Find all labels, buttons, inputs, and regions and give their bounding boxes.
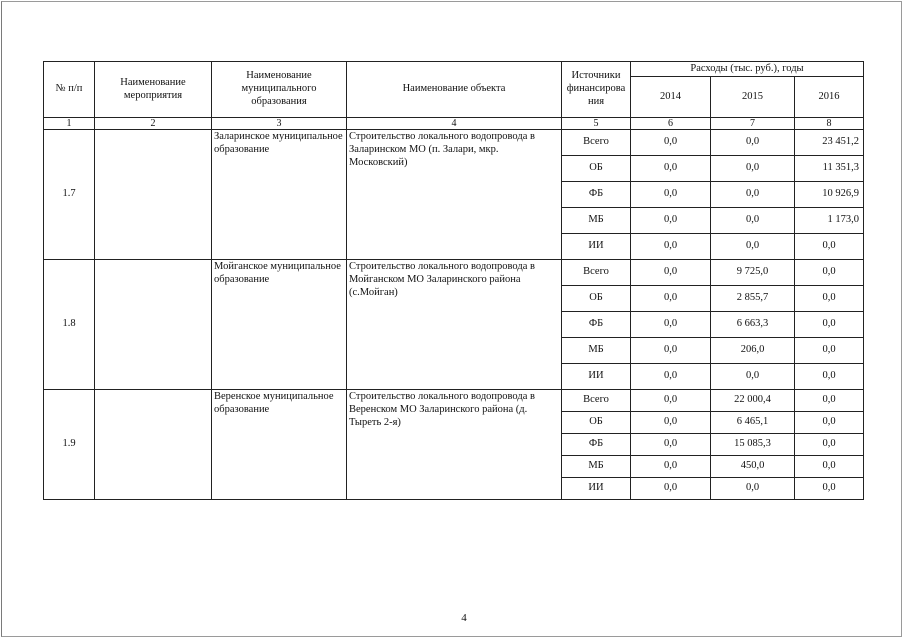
value-2014: 0,0 — [631, 208, 711, 234]
funding-source: ИИ — [562, 478, 631, 500]
value-2015: 2 855,7 — [711, 286, 795, 312]
value-2015: 0,0 — [711, 182, 795, 208]
row-group-1-9 — [44, 390, 864, 500]
row-number: 1.7 — [44, 130, 95, 260]
funding-source: ОБ — [562, 286, 631, 312]
funding-source: ФБ — [562, 312, 631, 338]
funding-source: Всего — [562, 260, 631, 286]
value-2016: 0,0 — [795, 456, 864, 478]
header-year: 2015 — [711, 77, 795, 118]
value-2015: 450,0 — [711, 456, 795, 478]
table-header — [44, 62, 864, 130]
value-2014: 0,0 — [631, 338, 711, 364]
value-2014: 0,0 — [631, 312, 711, 338]
funding-source: МБ — [562, 208, 631, 234]
value-2015: 0,0 — [711, 130, 795, 156]
value-2016: 0,0 — [795, 234, 864, 260]
row-number: 1.9 — [44, 390, 95, 500]
value-2015: 22 000,4 — [711, 390, 795, 412]
header-event: Наименование мероприятия — [95, 62, 212, 118]
value-2016: 1 173,0 — [795, 208, 864, 234]
object-name: Строительство локального водопровода в Заларинском МО (п. Залари, мкр. Московский) — [347, 130, 562, 260]
value-2016: 11 351,3 — [795, 156, 864, 182]
value-2015: 0,0 — [711, 208, 795, 234]
object-name: Строительство локального водопровода в Веренском МО Заларинского района (д. Тыреть 2-я) — [347, 390, 562, 500]
page-number: 4 — [461, 612, 467, 624]
value-2014: 0,0 — [631, 286, 711, 312]
event-name — [95, 260, 212, 390]
funding-source: ФБ — [562, 434, 631, 456]
column-number: 2 — [95, 118, 212, 130]
value-2016: 0,0 — [795, 364, 864, 390]
value-2015: 0,0 — [711, 156, 795, 182]
header-expenses: Расходы (тыс. руб.), годы — [631, 62, 864, 77]
municipality-name: Мойганское муниципальное образование — [212, 260, 347, 390]
funding-source: МБ — [562, 338, 631, 364]
event-name — [95, 130, 212, 260]
column-number: 5 — [562, 118, 631, 130]
header-sources: Источники финансирова ния — [562, 62, 631, 118]
header-object: Наименование объекта — [347, 62, 562, 118]
value-2015: 9 725,0 — [711, 260, 795, 286]
value-2015: 0,0 — [711, 364, 795, 390]
column-number: 4 — [347, 118, 562, 130]
row-group-1-8 — [44, 260, 864, 390]
value-2016: 0,0 — [795, 260, 864, 286]
column-number: 1 — [44, 118, 95, 130]
value-2015: 0,0 — [711, 478, 795, 500]
value-2016: 0,0 — [795, 338, 864, 364]
funding-source: ОБ — [562, 156, 631, 182]
value-2014: 0,0 — [631, 364, 711, 390]
funding-source: ФБ — [562, 182, 631, 208]
column-number-row — [44, 118, 864, 130]
funding-source: МБ — [562, 456, 631, 478]
value-2014: 0,0 — [631, 130, 711, 156]
value-2014: 0,0 — [631, 478, 711, 500]
value-2016: 0,0 — [795, 434, 864, 456]
value-2014: 0,0 — [631, 234, 711, 260]
funding-source: Всего — [562, 130, 631, 156]
funding-source: ОБ — [562, 412, 631, 434]
column-number: 8 — [795, 118, 864, 130]
value-2015: 0,0 — [711, 234, 795, 260]
value-2016: 0,0 — [795, 412, 864, 434]
funding-source: Всего — [562, 390, 631, 412]
value-2014: 0,0 — [631, 412, 711, 434]
value-2015: 15 085,3 — [711, 434, 795, 456]
event-name — [95, 390, 212, 500]
value-2014: 0,0 — [631, 390, 711, 412]
value-2016: 0,0 — [795, 478, 864, 500]
row-group-1-7 — [44, 130, 864, 260]
column-number: 7 — [711, 118, 795, 130]
header-year: 2014 — [631, 77, 711, 118]
funding-source: ИИ — [562, 234, 631, 260]
value-2015: 206,0 — [711, 338, 795, 364]
row-number: 1.8 — [44, 260, 95, 390]
column-number: 3 — [212, 118, 347, 130]
value-2014: 0,0 — [631, 260, 711, 286]
header-municipality: Наименование муниципального образования — [212, 62, 347, 118]
value-2016: 10 926,9 — [795, 182, 864, 208]
value-2016: 0,0 — [795, 312, 864, 338]
value-2015: 6 663,3 — [711, 312, 795, 338]
value-2016: 0,0 — [795, 286, 864, 312]
funding-source: ИИ — [562, 364, 631, 390]
value-2014: 0,0 — [631, 182, 711, 208]
budget-table — [43, 61, 864, 500]
municipality-name: Веренское муниципальное образование — [212, 390, 347, 500]
value-2014: 0,0 — [631, 156, 711, 182]
object-name: Строительство локального водопровода в Мойганском МО Заларинского района (с.Мойган) — [347, 260, 562, 390]
municipality-name: Заларинское муниципальное образование — [212, 130, 347, 260]
value-2014: 0,0 — [631, 456, 711, 478]
value-2016: 23 451,2 — [795, 130, 864, 156]
header-year: 2016 — [795, 77, 864, 118]
value-2015: 6 465,1 — [711, 412, 795, 434]
value-2016: 0,0 — [795, 390, 864, 412]
value-2014: 0,0 — [631, 434, 711, 456]
header-num: № п/п — [44, 62, 95, 118]
column-number: 6 — [631, 118, 711, 130]
